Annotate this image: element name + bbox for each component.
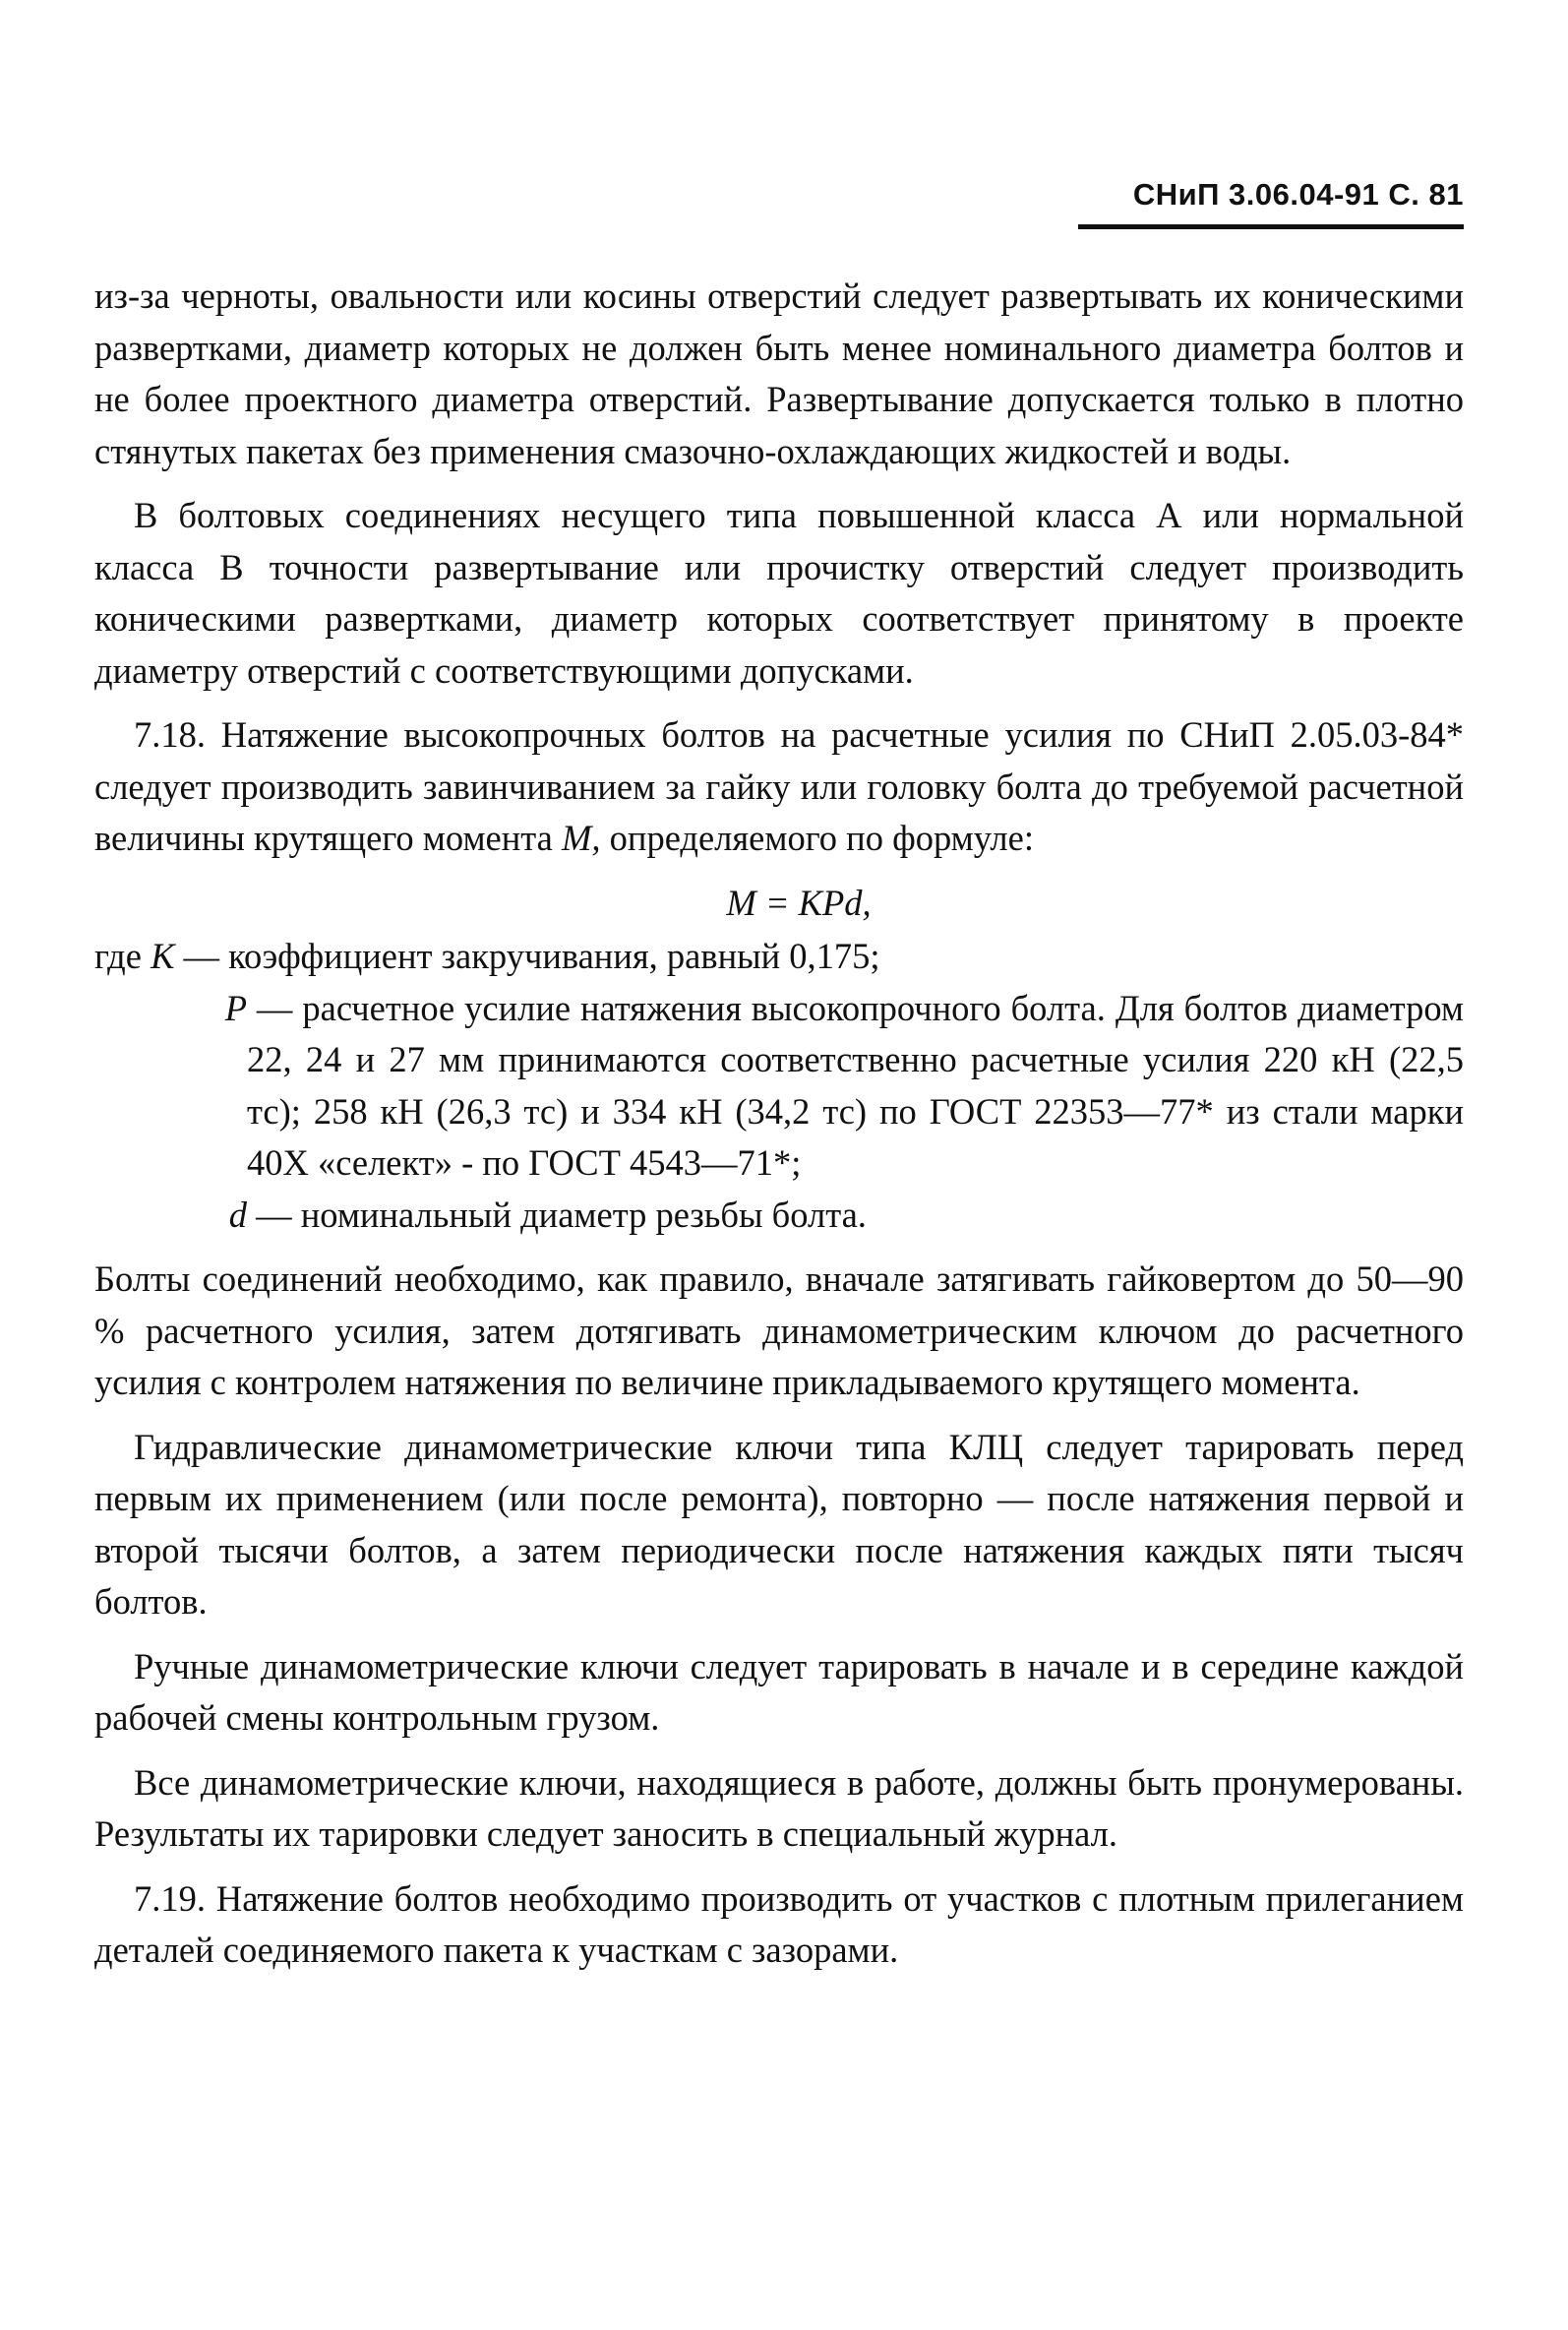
paragraph-bolt-connections: В болтовых соединениях несущего типа повышенной класса А или нормальной класса В точности развертывание или прочистку отверстий следует производить коническими развертками, диаметр которых соответствует принятому в проекте диаметру отверстий с соответствующими допусками.: [94, 495, 1464, 691]
paragraph-continuation: из-за черноты, овальности или косины отверстий следует развертывать их коническими развертками, диаметр которых не должен быть менее номинального диаметра болтов и не более проектного диаметра отверстий. Развертывание допускается только в плотно стянутых пакетах без применения смазочно-охлаждающих жидкостей и воды.: [94, 276, 1464, 471]
where-prefix: где: [94, 936, 151, 976]
document-page: [94, 148, 1464, 2263]
clause-7-18-text-a: Натяжение высокопрочных болтов на расчетные усилия по СНиП 2.05.03-84* следует производить завинчиванием за гайку или головку болта до требуемой расчетной величины крутящего момента: [94, 714, 1464, 858]
clause-7-19-text: Натяжение болтов необходимо производить от участков с плотным прилеганием деталей соединяемого пакета к участкам с зазорами.: [94, 1877, 1464, 1970]
symbol-d: d: [228, 1194, 247, 1235]
clause-7-18-text-b: определяемого по формуле:: [600, 818, 1034, 858]
definition-p: [94, 983, 1464, 1190]
clause-number-7-18: 7.18.: [134, 714, 206, 755]
symbol-d-wrapper: [94, 1190, 247, 1242]
definition-d-text: — номинальный диаметр резьбы болта.: [247, 1194, 867, 1235]
clause-number-7-19: 7.19.: [134, 1877, 206, 1919]
header-rule: [1078, 224, 1464, 229]
definition-k: [94, 931, 1464, 983]
symbol-k: К: [151, 936, 175, 976]
paragraph-numbering: Все динамометрические ключи, находящиеся в работе, должны быть пронумерованы. Результаты их тарировки следует заносить в специальный журнал.: [94, 1761, 1464, 1854]
paragraph-manual-keys: Ручные динамометрические ключи следует тарировать в начале и в середине каждой рабочей смены контрольным грузом.: [94, 1645, 1464, 1738]
definition-p-text: — расчетное усилие натяжения высокопрочного болта. Для болтов диаметром 22, 24 и 27 мм принимаются соответственно расчетные усилия 220 кН (22,5 тс); 258 кН (26,3 тс) и 334 кН (34,2 тс) по ГОСТ 22353—77* из стали марки 40Х «селект» - по ГОСТ 4543—71*;: [247, 987, 1464, 1183]
symbol-p-wrapper: [94, 983, 247, 1035]
moment-symbol: М,: [562, 818, 601, 858]
definition-k-text: — коэффициент закручивания, равный 0,175;: [174, 936, 880, 976]
paragraph-7-18: [94, 709, 1464, 865]
definition-d: [94, 1190, 1464, 1242]
formula: M = KPd,: [726, 882, 872, 923]
page-header: СНиП 3.06.04-91 С. 81: [1132, 177, 1464, 212]
paragraph-hydraulic-keys: Гидравлические динамометрические ключи типа КЛЦ следует тарировать перед первым их применением (или после ремонта), повторно — после натяжения первой и второй тысячи болтов, а затем периодически после натяжения каждых пяти тысяч болтов.: [94, 1426, 1464, 1622]
paragraph-7-19: [94, 1873, 1464, 1977]
paragraph-tightening: Болты соединений необходимо, как правило, вначале затягивать гайковертом до 50—90 % расчетного усилия, затем дотягивать динамометрическим ключом до расчетного усилия с контролем натяжения по величине прикладываемого крутящего момента.: [94, 1258, 1464, 1402]
document-body: [94, 271, 1464, 1990]
symbol-p: Р: [224, 987, 247, 1028]
